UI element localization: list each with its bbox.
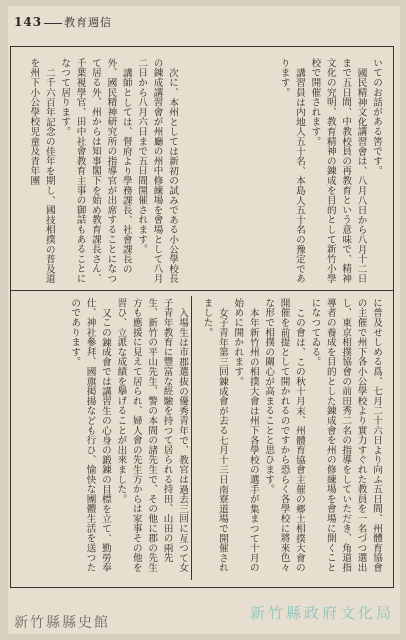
archive-seal: 新竹縣縣史館 (14, 615, 110, 631)
paragraph: に普及せしめる爲、七月二十六日より向ふ五日間、州體育協會の主催で州下各小公學校より實力すぐれた教員を一名づつ選出し、東京相撲協會の前田秀二名の指導をしていただき、角道指導者の養成を目的とした錬成會を州の修練場を會場に開くことになつてゐる。 (309, 298, 382, 573)
paragraph: この會は、この秋十月末、州體育協會主催の郷土相撲大會の開催を前提として開かれるのですから恐らく各學校に將來色々な形で相撲の關心が高まることと思ひます。 (263, 298, 305, 573)
column-divider (191, 296, 192, 580)
paragraph: 講師としては、督府より學務課長、社會課長の外、國民精神研究所の指導官が出席することになつて居る外、州からは知事閣下を始め教育課長さん、千葉視學官、田中社會教育主事の御話もあることになつて居ります。 (59, 58, 132, 284)
upper-right-column (188, 58, 384, 284)
paragraph: 二千六百年記念の佳年を期し、國技相撲の普及道を州下小公學校児童及青年團 (28, 58, 55, 284)
document-page (8, 6, 400, 634)
page-number: 143 (14, 15, 43, 29)
paragraph: 女子青年第三回錬成會が去る七月十三日南寮道場で開催されました。 (201, 298, 228, 573)
paragraph: 次に、本州としては新初の試みである小公學校長の錬成講習會が州廳の州中修練場を會場として八月二日から八月六日まで五日間開催されます。 (136, 58, 178, 284)
paragraph: 國民精神文化講習會は、八月八日から八月十二日まで五日間、中教校員の再教育という意味で、精神文化の究明、教育精神の錬成を目的として新竹小學校で開催されます。 (309, 58, 367, 284)
watermark: 新竹縣政府文化局 (249, 604, 394, 622)
page-header (14, 14, 112, 32)
paragraph: 入場生は市郡選抜の優秀青年で、教官は過去三回に亙つて女子青年教育に豐富な經驗を持つて居られる持田、山田の兩先生、新竹の平山先生、警の本間の諸先生で、その他に郡の先生方も應援に見えて居られ、婦人會の先生方からは家事その他を習ひ、立派な成績を擧げることが出來ました。 (115, 298, 188, 573)
paragraph: 又この錬成會では講習生の心身の鍛錬の目標を立て、勤勞奉仕、神社參拜、國旗掲揚なども行ひ、愉快な團體生活を送つたのであります。 (69, 298, 111, 573)
lower-right-column (198, 298, 384, 580)
lower-left-column (20, 298, 190, 580)
paragraph: いてのお話がある筈です。 (371, 58, 382, 176)
paragraph: 本年新竹州の相撲大會は州下各學校の選手が集まつて十月の始めに開かれます。 (232, 298, 259, 573)
section-divider (10, 290, 394, 291)
journal-title: 教育週信 (64, 16, 113, 29)
header-rule (44, 23, 62, 24)
paragraph: 講習員は内地人五十名、本島人五十名の豫定であります。 (278, 58, 305, 284)
upper-left-column (20, 58, 180, 284)
